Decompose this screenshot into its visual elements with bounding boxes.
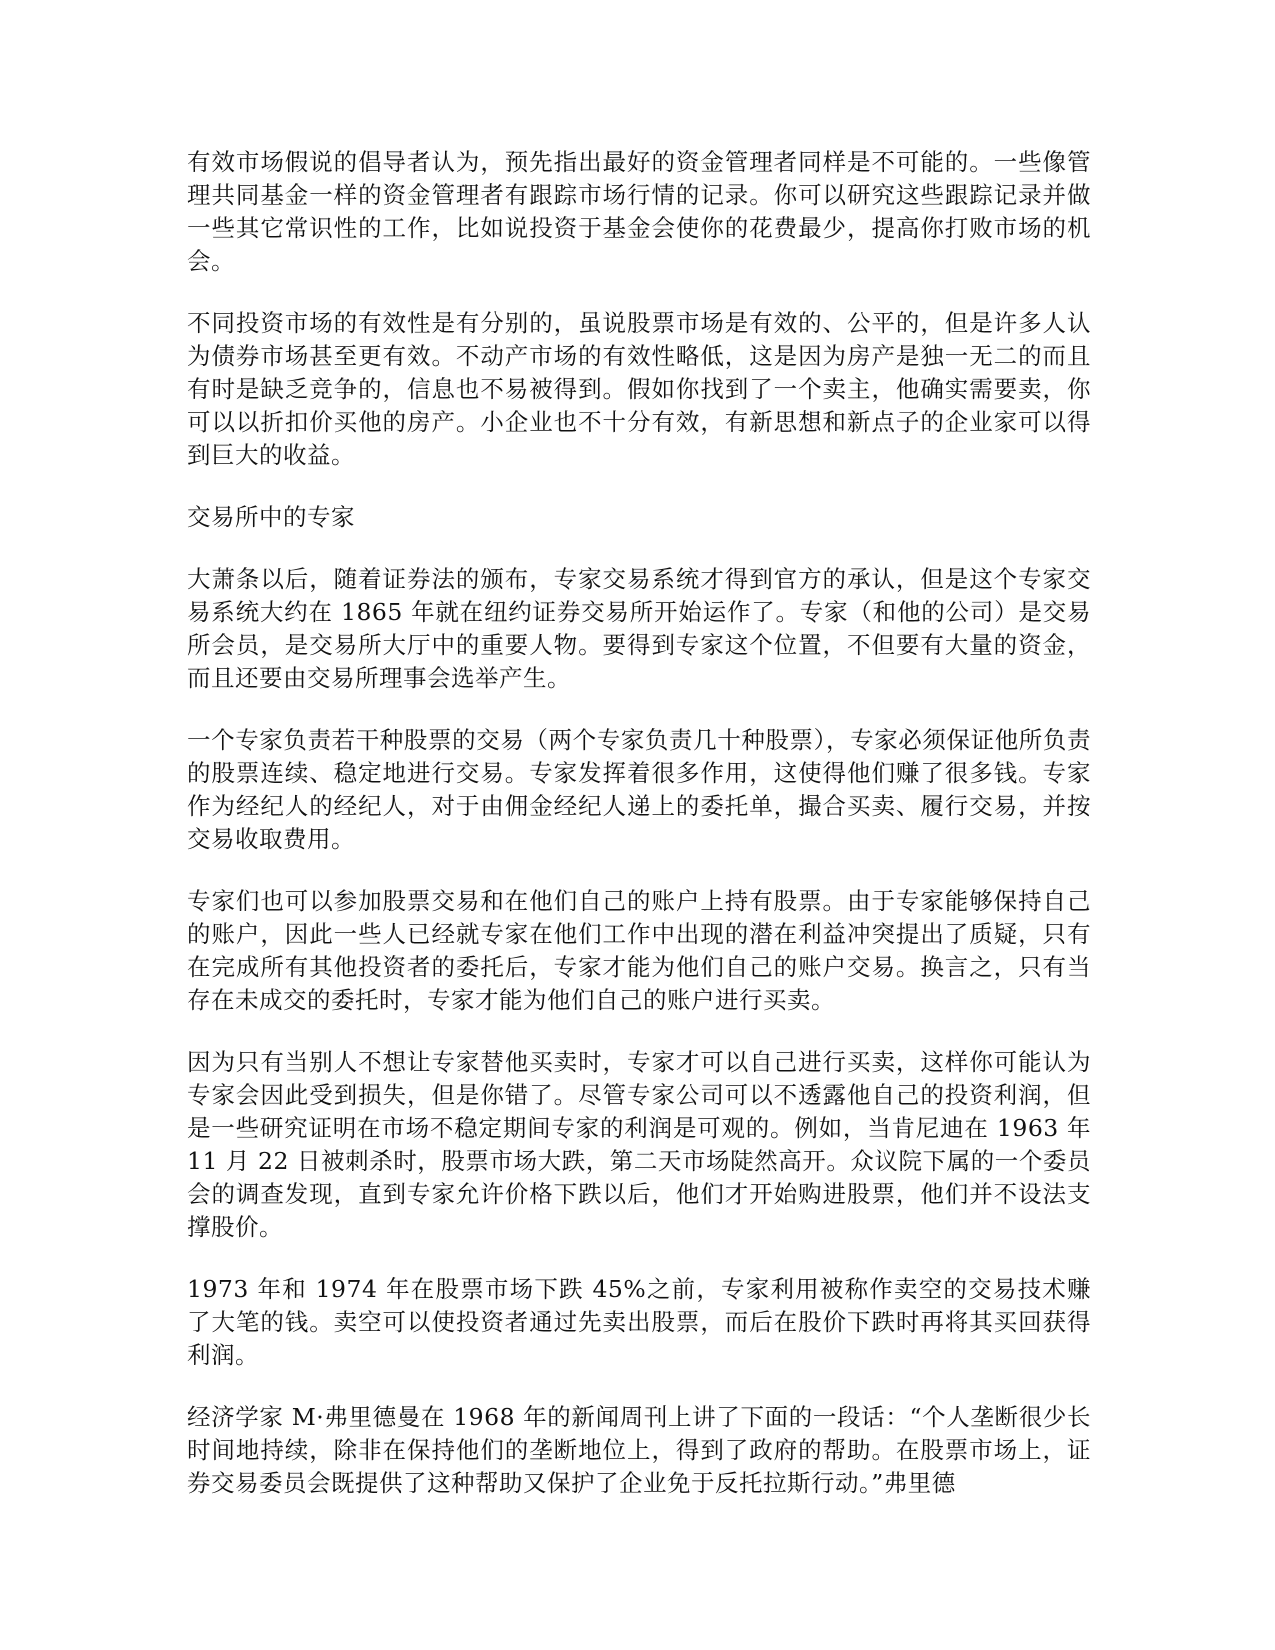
section-heading-exchange-specialists: 交易所中的专家 [187,503,355,531]
paragraph-specialist-profits: 因为只有当别人不想让专家替他买卖时，专家才可以自己进行买卖，这样你可能认为专家会因此受到损失，但是你错了。尽管专家公司可以不透露他自己的投资利润，但是一些研究证明在市场不稳定期间专家的利润是可观的。例如，当肯尼迪在 1963 年 11 月 22 日被刺杀时，股票市场大跌，第二天市场陡然高开。众议院下属的一个委员会的调查发现，直到专家允许价格下跌以后，他们才开始购进股票，他们并不设法支撑股价。 [187,1048,1091,1241]
paragraph-friedman-quote: 经济学家 M·弗里德曼在 1968 年的新闻周刊上讲了下面的一段话：“个人垄断很少长时间地持续，除非在保持他们的垄断地位上，得到了政府的帮助。在股票市场上，证券交易委员会既提供了这种帮助又保护了企业免于反托拉斯行动。”弗里德 [187,1403,1091,1497]
paragraph-specialist-responsibilities: 一个专家负责若干种股票的交易（两个专家负责几十种股票），专家必须保证他所负责的股票连续、稳定地进行交易。专家发挥着很多作用，这使得他们赚了很多钱。专家作为经纪人的经纪人，对于由佣金经纪人递上的委托单，撮合买卖、履行交易，并按交易收取费用。 [187,726,1091,853]
paragraph-efficient-market-managers: 有效市场假说的倡导者认为，预先指出最好的资金管理者同样是不可能的。一些像管理共同基金一样的资金管理者有跟踪市场行情的记录。你可以研究这些跟踪记录并做一些其它常识性的工作，比如说投资于基金会使你的花费最少，提高你打败市场的机会。 [187,148,1091,275]
paragraph-specialist-own-accounts: 专家们也可以参加股票交易和在他们自己的账户上持有股票。由于专家能够保持自己的账户，因此一些人已经就专家在他们工作中出现的潜在利益冲突提出了质疑，只有在完成所有其他投资者的委托后，专家才能为他们自己的账户交易。换言之，只有当存在未成交的委托时，专家才能为他们自己的账户进行买卖。 [187,887,1091,1014]
document-body [187,146,1091,1529]
paragraph-specialist-system-history: 大萧条以后，随着证券法的颁布，专家交易系统才得到官方的承认，但是这个专家交易系统大约在 1865 年就在纽约证券交易所开始运作了。专家（和他的公司）是交易所会员，是交易所大厅中的重要人物。要得到专家这个位置，不但要有大量的资金，而且还要由交易所理事会选举产生。 [187,565,1091,692]
paragraph-market-efficiency-differences: 不同投资市场的有效性是有分别的，虽说股票市场是有效的、公平的，但是许多人认为债券市场甚至更有效。不动产市场的有效性略低，这是因为房产是独一无二的而且有时是缺乏竞争的，信息也不易被得到。假如你找到了一个卖主，他确实需要卖，你可以以折扣价买他的房产。小企业也不十分有效，有新思想和新点子的企业家可以得到巨大的收益。 [187,309,1091,469]
paragraph-short-selling: 1973 年和 1974 年在股票市场下跌 45%之前，专家利用被称作卖空的交易技术赚了大笔的钱。卖空可以使投资者通过先卖出股票，而后在股价下跌时再将其买回获得利润。 [187,1275,1091,1369]
